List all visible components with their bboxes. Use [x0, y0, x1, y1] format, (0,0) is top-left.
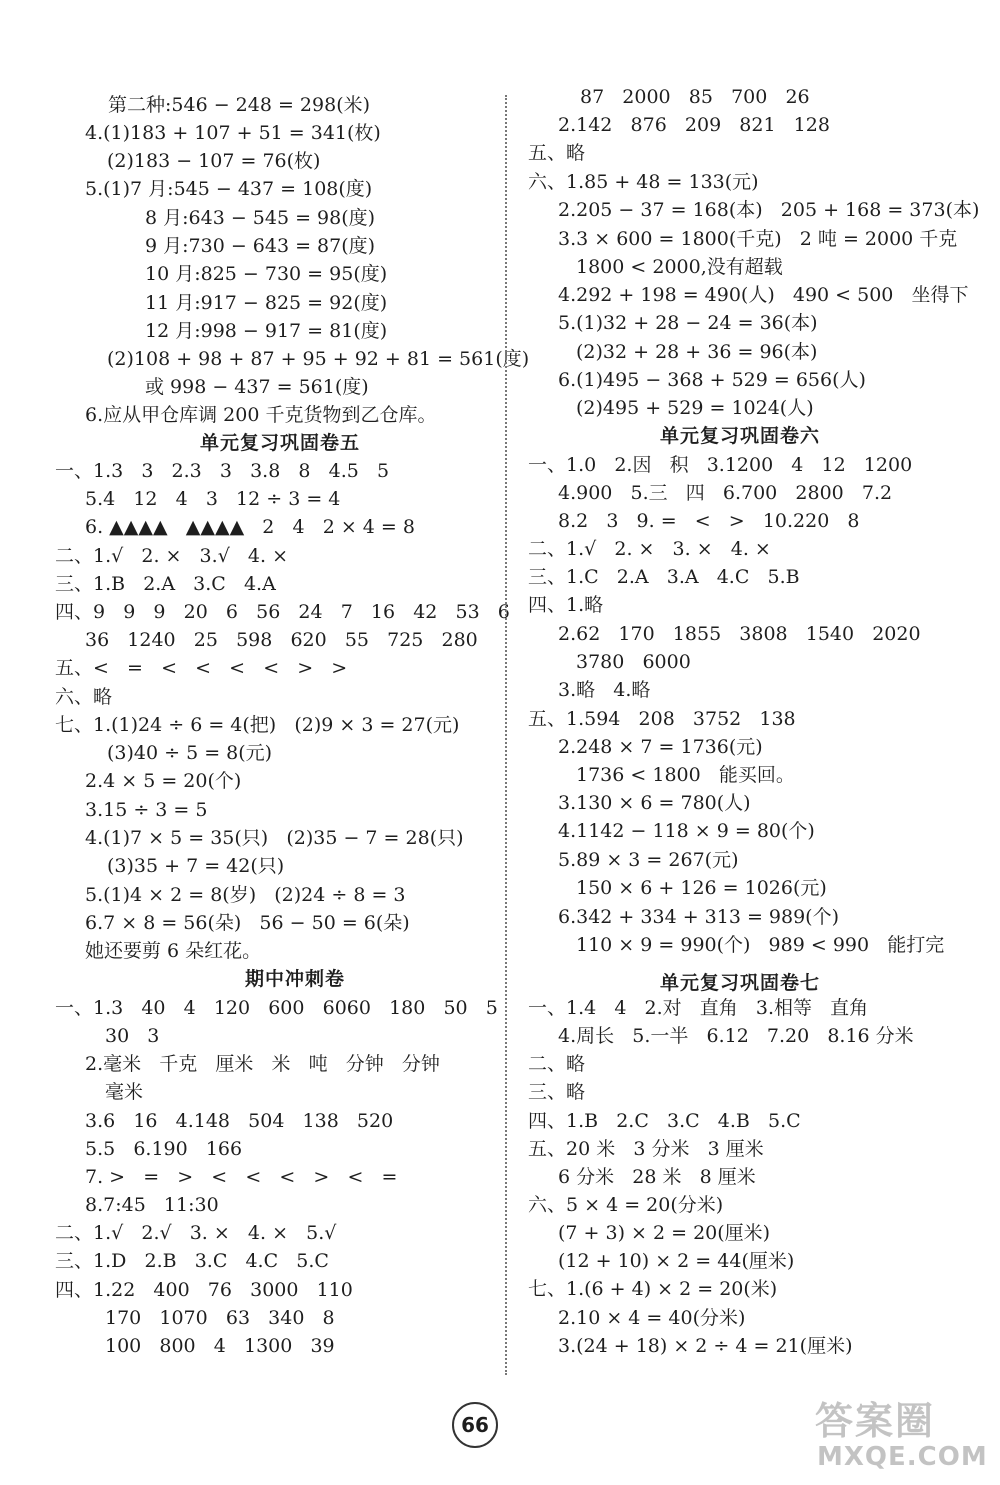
watermark-cn: 答案圈: [815, 1399, 936, 1443]
answer-line: 四、9 9 9 20 6 56 24 7 16 42 53 6: [55, 601, 510, 623]
answer-line: 4.292 + 198 = 490(人) 490 < 500 坐得下: [558, 284, 969, 306]
answer-line: 8 月:643 − 545 = 98(度): [145, 207, 376, 229]
answer-line: 4.周长 5.一半 6.12 7.20 8.16 分米: [558, 1025, 914, 1047]
answer-line: 4.900 5.三 四 6.700 2800 7.2: [558, 482, 893, 504]
answer-line: (12 + 10) × 2 = 44(厘米): [558, 1250, 795, 1272]
answer-line: 她还要剪 6 朵红花。: [85, 940, 262, 962]
answer-line: 五、20 米 3 分米 3 厘米: [528, 1138, 764, 1160]
answer-line: (3)40 ÷ 5 = 8(元): [107, 742, 273, 764]
answer-line: 87 2000 85 700 26: [580, 86, 810, 108]
watermark-logo: [815, 1390, 995, 1478]
answer-line: 五、1.594 208 3752 138: [528, 708, 796, 730]
answer-line: (2)108 + 98 + 87 + 95 + 92 + 81 = 561(度): [107, 348, 530, 370]
answer-line: 2.毫米 千克 厘米 米 吨 分钟 分钟: [85, 1053, 440, 1075]
answer-line: 五、< = < < < < > >: [55, 657, 348, 679]
answer-line: 2.205 − 37 = 168(本) 205 + 168 = 373(本): [558, 199, 980, 221]
answer-line: 3.15 ÷ 3 = 5: [85, 799, 208, 821]
answer-line: (2)32 + 28 + 36 = 96(本): [576, 341, 818, 363]
answer-line: 36 1240 25 598 620 55 725 280: [85, 629, 478, 651]
answer-line: 4.1142 − 118 × 9 = 80(个): [558, 820, 815, 842]
section-heading: 单元复习巩固卷五: [200, 432, 361, 454]
answer-line: 二、略: [528, 1053, 586, 1075]
answer-line: (3)35 + 7 = 42(只): [107, 855, 285, 877]
answer-line: 3.6 16 4.148 504 138 520: [85, 1110, 394, 1132]
answer-line: 3.3 × 600 = 1800(千克) 2 吨 = 2000 千克: [558, 228, 958, 250]
answer-line: 六、1.85 + 48 = 133(元): [528, 171, 759, 193]
answer-line: 6.7 × 8 = 56(朵) 56 − 50 = 6(朵): [85, 912, 410, 934]
answer-line: 6.342 + 334 + 313 = 989(个): [558, 906, 840, 928]
answer-line: 3.130 × 6 = 780(人): [558, 792, 751, 814]
answer-line: 或 998 − 437 = 561(度): [145, 376, 369, 398]
answer-line: 四、1.B 2.C 3.C 4.B 5.C: [528, 1110, 801, 1132]
answer-line: 3780 6000: [576, 651, 691, 673]
answer-line: 七、1.(1)24 ÷ 6 = 4(把) (2)9 × 3 = 27(元): [55, 714, 460, 736]
answer-line: 二、1.√ 2. × 3.√ 4. ×: [55, 545, 289, 567]
answer-line: 110 × 9 = 990(个) 989 < 990 能打完: [576, 934, 945, 956]
answer-line: 6 分米 28 米 8 厘米: [558, 1166, 756, 1188]
answer-line: 8.2 3 9. = < > 10.220 8: [558, 510, 860, 532]
answer-line: 5.5 6.190 166: [85, 1138, 243, 1160]
answer-line: 5.(1)4 × 2 = 8(岁) (2)24 ÷ 8 = 3: [85, 884, 406, 906]
answer-line: 5.(1)32 + 28 − 24 = 36(本): [558, 312, 818, 334]
answer-line: 7. > = > < < < > < =: [85, 1166, 398, 1188]
answer-line: 四、1.22 400 76 3000 110: [55, 1279, 353, 1301]
answer-line: (2)495 + 529 = 1024(人): [576, 397, 814, 419]
answer-line: 4.(1)7 × 5 = 35(只) (2)35 − 7 = 28(只): [85, 827, 464, 849]
answer-line: 6.应从甲仓库调 200 千克货物到乙仓库。: [85, 404, 437, 426]
answer-line: 6. ▲▲▲▲ ▲▲▲▲ 2 4 2 × 4 = 8: [85, 516, 415, 538]
answer-line: 六、略: [55, 686, 113, 708]
answer-line: 毫米: [105, 1081, 144, 1103]
answer-line: 4.(1)183 + 107 + 51 = 341(枚): [85, 122, 381, 144]
answer-line: 3.(24 + 18) × 2 ÷ 4 = 21(厘米): [558, 1335, 853, 1357]
answer-line: 30 3: [105, 1025, 160, 1047]
answer-line: 三、1.C 2.A 3.A 4.C 5.B: [528, 566, 800, 588]
answer-line: 一、1.4 4 2.对 直角 3.相等 直角: [528, 997, 869, 1019]
section-heading: 期中冲刺卷: [245, 968, 346, 990]
answer-line: 七、1.(6 + 4) × 2 = 20(米): [528, 1278, 778, 1300]
answer-line: 2.4 × 5 = 20(个): [85, 770, 242, 792]
section-heading: 单元复习巩固卷六: [660, 425, 821, 447]
answer-line: 10 月:825 − 730 = 95(度): [145, 263, 388, 285]
answer-line: 六、5 × 4 = 20(分米): [528, 1194, 724, 1216]
section-heading: 单元复习巩固卷七: [660, 972, 821, 994]
watermark-en: MXQE.COM: [817, 1442, 988, 1472]
answer-line: (2)183 − 107 = 76(枚): [107, 150, 321, 172]
answer-line: 12 月:998 − 917 = 81(度): [145, 320, 388, 342]
answer-line: 1736 < 1800 能买回。: [576, 764, 795, 786]
answer-line: (7 + 3) × 2 = 20(厘米): [558, 1222, 771, 1244]
answer-line: 2.248 × 7 = 1736(元): [558, 736, 763, 758]
answer-line: 2.10 × 4 = 40(分米): [558, 1307, 746, 1329]
answer-line: 三、1.B 2.A 3.C 4.A: [55, 573, 276, 595]
answer-line: 5.4 12 4 3 12 ÷ 3 = 4: [85, 488, 341, 510]
answer-line: 100 800 4 1300 39: [105, 1335, 335, 1357]
answer-line: 9 月:730 − 643 = 87(度): [145, 235, 376, 257]
page-number: 66: [452, 1402, 498, 1448]
answer-line: 11 月:917 − 825 = 92(度): [145, 292, 388, 314]
answer-line: 一、1.3 3 2.3 3 3.8 8 4.5 5: [55, 460, 390, 482]
answer-line: 3.略 4.略: [558, 679, 651, 701]
answer-line: 一、1.0 2.因 积 3.1200 4 12 1200: [528, 454, 913, 476]
answer-line: 五、略: [528, 142, 586, 164]
answer-line: 8.7:45 11:30: [85, 1194, 219, 1216]
answer-line: 第二种:546 − 248 = 298(米): [108, 94, 371, 116]
answer-line: 一、1.3 40 4 120 600 6060 180 50 5: [55, 997, 498, 1019]
answer-line: 二、1.√ 2.√ 3. × 4. × 5.√: [55, 1222, 337, 1244]
answer-line: 150 × 6 + 126 = 1026(元): [576, 877, 827, 899]
answer-line: 6.(1)495 − 368 + 529 = 656(人): [558, 369, 866, 391]
answer-line: 二、1.√ 2. × 3. × 4. ×: [528, 538, 771, 560]
answer-line: 三、略: [528, 1081, 586, 1103]
answer-line: 2.142 876 209 821 128: [558, 114, 830, 136]
answer-line: 三、1.D 2.B 3.C 4.C 5.C: [55, 1250, 329, 1272]
answer-line: 5.89 × 3 = 267(元): [558, 849, 739, 871]
answer-line: 170 1070 63 340 8: [105, 1307, 335, 1329]
answer-line: 四、1.略: [528, 594, 604, 616]
answer-line: 2.62 170 1855 3808 1540 2020: [558, 623, 921, 645]
answer-line: 1800 < 2000,没有超载: [576, 256, 783, 278]
answer-line: 5.(1)7 月:545 − 437 = 108(度): [85, 178, 373, 200]
column-divider: [505, 95, 507, 1375]
